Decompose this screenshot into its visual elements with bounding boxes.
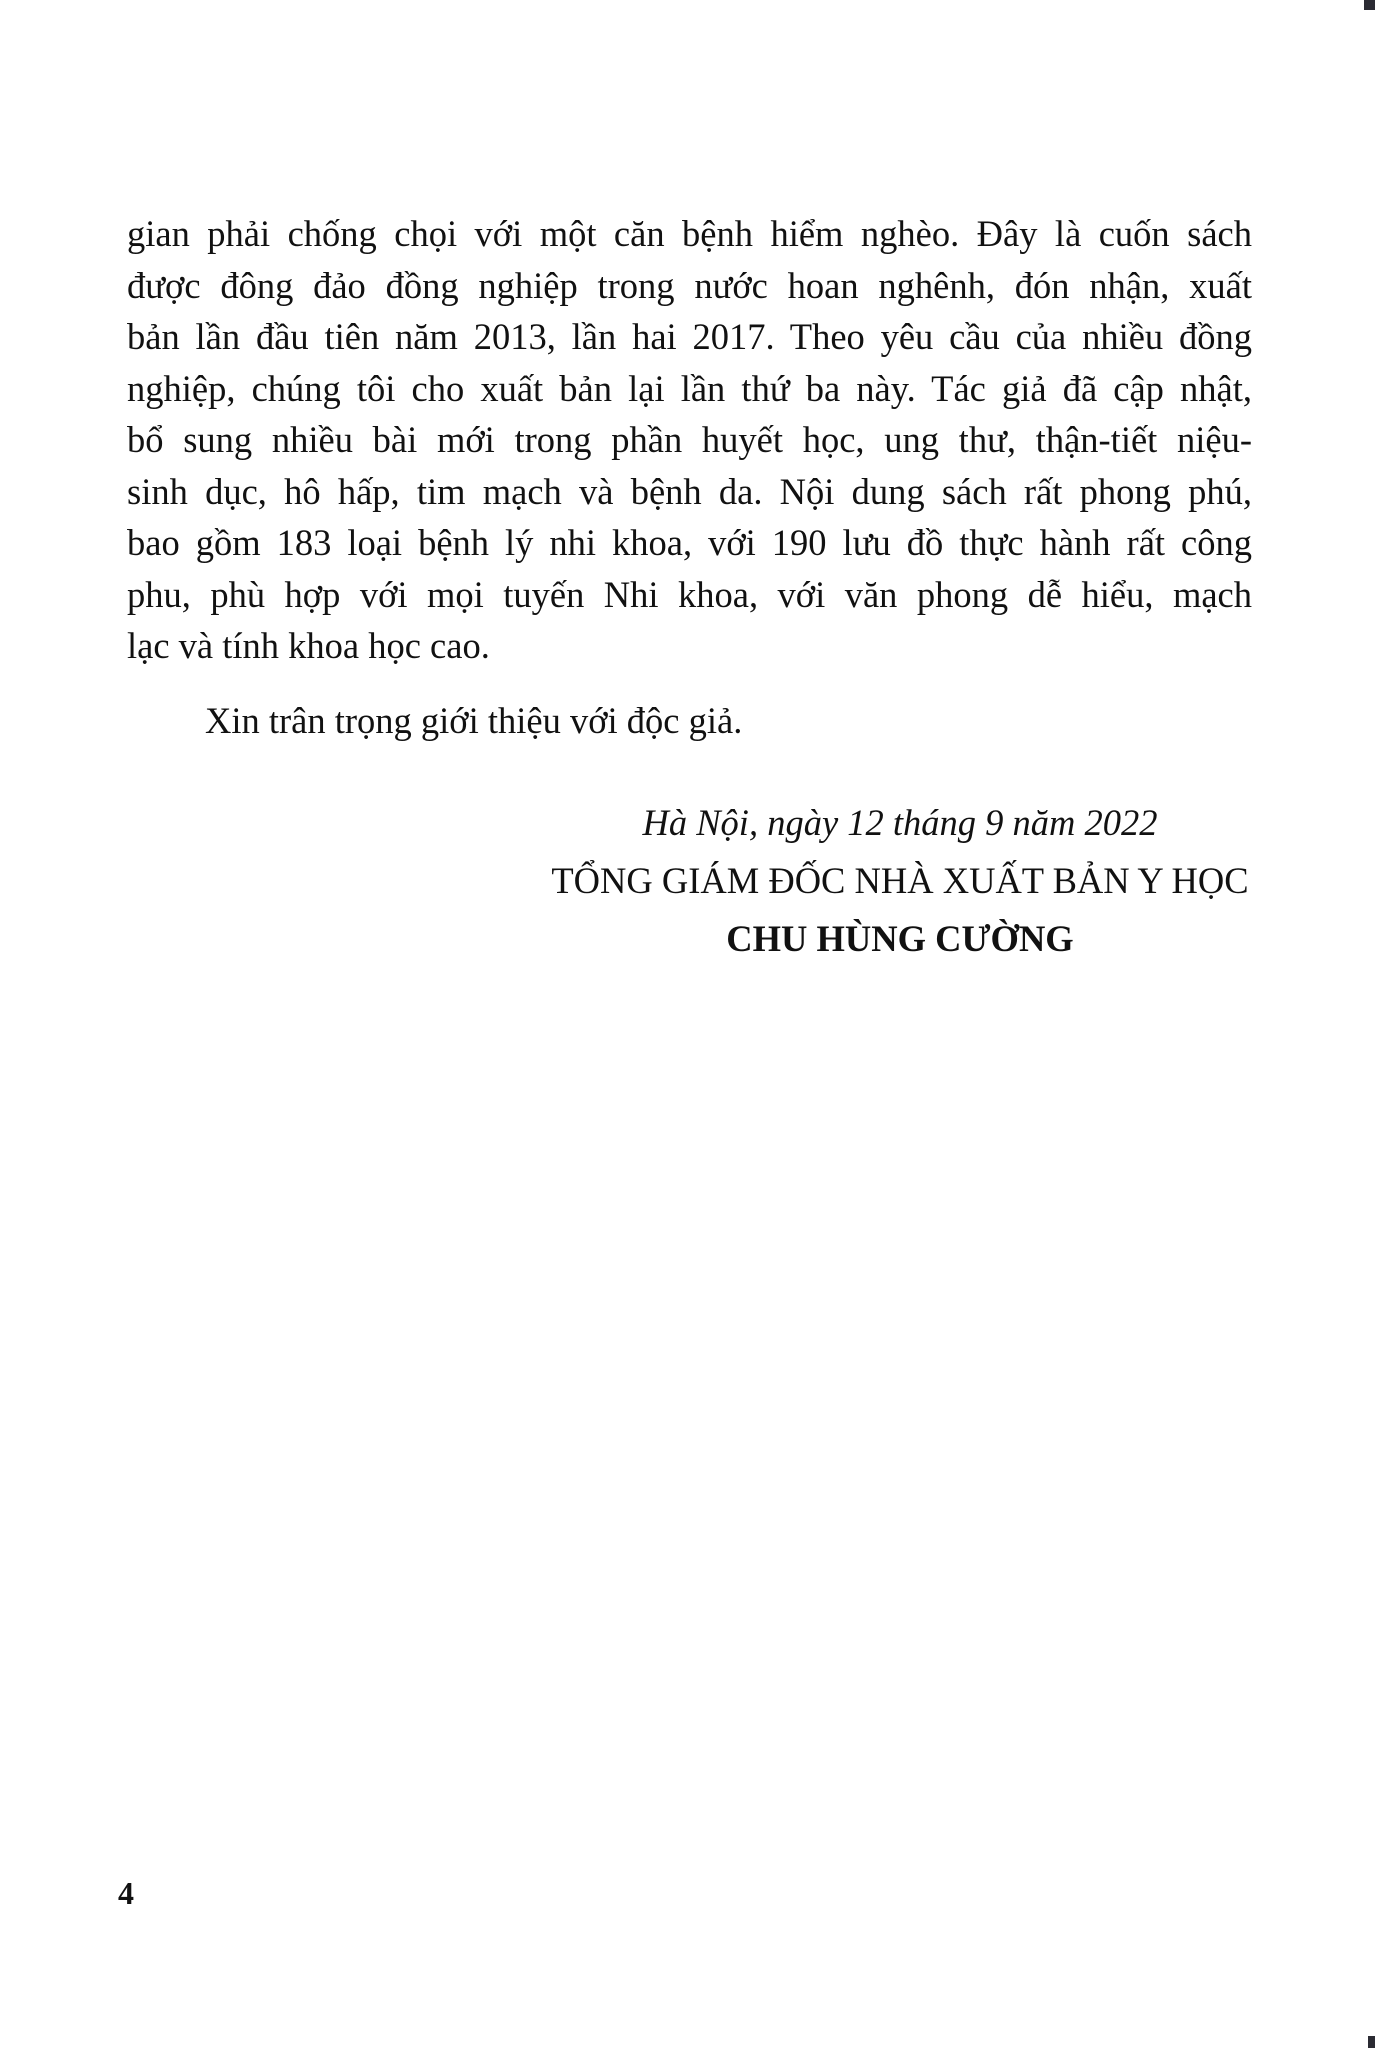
body-line: được đông đảo đồng nghiệp trong nước hoan nghênh, đón nhận, xuất bbox=[127, 264, 1252, 306]
scan-edge-mark-top bbox=[1364, 0, 1375, 10]
body-line: gian phải chống chọi với một căn bệnh hiểm nghèo. Đây là cuốn sách bbox=[127, 213, 1252, 254]
signature-block bbox=[540, 794, 1260, 968]
signature-title: TỔNG GIÁM ĐỐC NHÀ XUẤT BẢN Y HỌC bbox=[551, 860, 1249, 901]
signature-name: CHU HÙNG CƯỜNG bbox=[726, 918, 1074, 959]
page-number: 4 bbox=[118, 1875, 134, 1911]
body-line: bản lần đầu tiên năm 2013, lần hai 2017. Theo yêu cầu của nhiều đồng bbox=[127, 316, 1252, 357]
signature-date: Hà Nội, ngày 12 tháng 9 năm 2022 bbox=[642, 802, 1158, 843]
scan-edge-mark-bottom bbox=[1368, 2036, 1375, 2048]
body-line: phu, phù hợp với mọi tuyến Nhi khoa, với văn phong dễ hiểu, mạch bbox=[127, 573, 1252, 615]
body-line: sinh dục, hô hấp, tim mạch và bệnh da. Nội dung sách rất phong phú, bbox=[127, 470, 1252, 512]
body-line: nghiệp, chúng tôi cho xuất bản lại lần thứ ba này. Tác giả đã cập nhật, bbox=[127, 367, 1252, 409]
body-line: bổ sung nhiều bài mới trong phần huyết học, ung thư, thận-tiết niệu- bbox=[127, 419, 1252, 460]
body-line: bao gồm 183 loại bệnh lý nhi khoa, với 190 lưu đồ thực hành rất công bbox=[127, 522, 1252, 563]
closing-sentence: Xin trân trọng giới thiệu với độc giả. bbox=[205, 700, 743, 741]
body-line: lạc và tính khoa học cao. bbox=[127, 625, 490, 666]
body-paragraph bbox=[127, 208, 1252, 672]
